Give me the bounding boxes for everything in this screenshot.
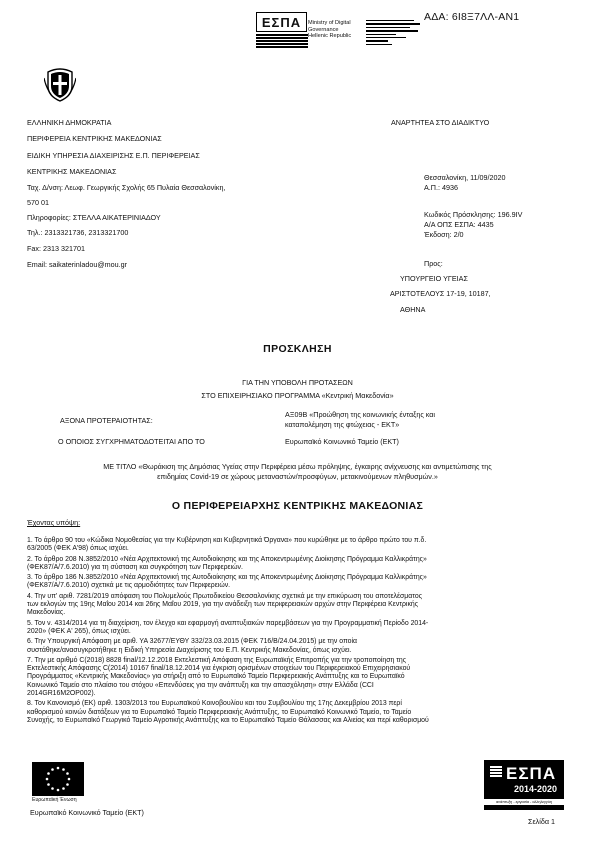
list-item [27, 556, 567, 573]
list-item-line: 3. Το άρθρο 186 Ν.3852/2010 «Νέα Αρχιτεκτονική της Αυτοδιοίκησης και της Αποκεντρωμένης Διοίκησης Πρόγραμμα Καλλικράτης» [27, 574, 427, 582]
subtitle-line: ΓΙΑ ΤΗΝ ΥΠΟΒΟΛΗ ΠΡΟΤΑΣΕΩΝ [242, 378, 353, 387]
espa-2014-2020-logo [484, 760, 564, 810]
recipient-line: ΑΡΙΣΤΟΤΕΛΟΥΣ 17-19, 10187, [390, 289, 491, 298]
ops-number: Α/Α ΟΠΣ ΕΣΠΑ: 4435 [424, 220, 494, 229]
list-item-line: Εκτελεστικής Απόφασης C(2014) 10167 final/18.12.2014 για έγκριση ορισμένων στοιχείων του Περιφερειακού Επιχειρησιακού [27, 665, 411, 673]
ministry-line: Ministry of Digital [308, 20, 351, 26]
page-number: Σελίδα 1 [528, 817, 555, 826]
list-item [27, 620, 567, 637]
sender-contact-person: Πληροφορίες: ΣΤΕΛΛΑ ΑΙΚΑΤΕΡΙΝΙΑΔΟΥ [27, 213, 161, 222]
fund-name: Ευρωπαϊκό Κοινωνικό Ταμείο (ΕΚΤ) [30, 808, 144, 817]
list-item-line: Μακεδονίας. [27, 609, 66, 617]
list-item [27, 593, 567, 618]
list-item [27, 638, 567, 655]
list-item-line: 6. Την Υπουργική Απόφαση με αριθ. ΥΑ 32677/ΕΥΘΥ 332/23.03.2015 (ΦΕΚ 716/Β/24.04.2015) με την οποία [27, 638, 357, 646]
subtitle-line: ΣΤΟ ΕΠΙΧΕΙΡΗΣΙΑΚΟ ΠΡΟΓΡΑΜΜΑ «Κεντρική Μακεδονία» [201, 391, 394, 400]
list-item-line: 1. Το άρθρο 90 του «Κώδικα Νομοθεσίας για την Κυβέρνηση και Κυβερνητικά Όργανα» που κυρώθηκε με το άρθρο πρώτο του π.δ. [27, 537, 427, 544]
list-item-line: (ΦΕΚ87/Α/7.6.2010) για τη σύσταση και συγκρότηση των Περιφερειών. [27, 563, 243, 571]
protocol-number: Α.Π.: 4936 [424, 183, 458, 192]
authority-heading: Ο ΠΕΡΙΦΕΡΕΙΑΡΧΗΣ ΚΕΝΤΡΙΚΗΣ ΜΑΚΕΔΟΝΙΑΣ [171, 500, 424, 512]
list-item-line: (ΦΕΚ87/Α/7.6.2010) σχετικά με τις αρμοδιότητες των Περιφερειών. [27, 582, 231, 590]
call-code: Κωδικός Πρόσκλησης: 196.9ΙV [424, 210, 523, 219]
espa-tagline: ανάπτυξη - εργασία - αλληλεγγύη [484, 799, 564, 805]
sender-line: ΚΕΝΤΡΙΚΗΣ ΜΑΚΕΔΟΝΙΑΣ [27, 167, 117, 176]
considering-list [27, 537, 567, 725]
list-item-line: των εκλογών της 19ης Μαΐου 2014 και 26ης Μαΐου 2019, για την ανάδειξη των περιφερειακών αρχών στην Περιφέρεια Κεντρικής [27, 601, 419, 609]
list-item-line: Συνοχής, το Ευρωπαϊκό Γεωργικό Ταμείο Αγροτικής Ανάπτυξης και το Ευρωπαϊκό Ταμείο Θάλασσας και Αλιείας και περί καθορισμού [27, 716, 429, 724]
sender-line: ΠΕΡΙΦΕΡΕΙΑ ΚΕΝΤΡΙΚΗΣ ΜΑΚΕΔΟΝΙΑΣ [27, 134, 162, 143]
axis-value-line: ΑΞ09Β «Προώθηση της κοινωνικής ένταξης και [285, 410, 436, 419]
theme-line: ΜΕ ΤΙΤΛΟ «Θωράκιση της Δημόσιας Υγείας στην Περιφέρεια μέσω πρόληψης, έγκαιρης ανίχνευσης και αντιμετώπισης της [103, 462, 492, 471]
axis-label: ΑΞΟΝΑ ΠΡΟΤΕΡΑΙΟΤΗΤΑΣ: [60, 416, 153, 425]
recipient-line: ΑΘΗΝΑ [400, 305, 426, 314]
eu-flag-icon [32, 762, 84, 796]
list-item-line: Προγράμματος «Κεντρικής Μακεδονίας» για στήριξη από το Ευρωπαϊκό Ταμείο Περιφερειακής Ανάπτυξης και το Ευρωπαϊκό [27, 673, 405, 681]
funding-label: Ο ΟΠΟΙΟΣ ΣΥΓΧΡΗΜΑΤΟΔΟΤΕΙΤΑΙ ΑΠΟ ΤΟ [58, 437, 205, 446]
espa-logo-stripes [490, 766, 502, 777]
list-item-line: 2020» (ΦΕΚ Α' 265), όπως ισχύει. [27, 627, 131, 635]
list-item-line: 2. Το άρθρο 208 Ν.3852/2010 «Νέα Αρχιτεκτονική της Αυτοδιοίκησης και της Αποκεντρωμένης Διοίκησης Πρόγραμμα Καλλικράτης» [27, 555, 427, 563]
list-item [27, 657, 567, 698]
sender-line: ΕΛΛΗΝΙΚΗ ΔΗΜΟΚΡΑΤΙΑ [27, 118, 112, 127]
recipient-label: Προς: [424, 259, 443, 268]
list-item-line: 7. Την με αριθμό C(2018) 8828 final/12.12.2018 Εκτελεστική Απόφαση της Ευρωπαϊκής Επιτροπής για την τροποποίηση της [27, 656, 407, 664]
document-title: ΠΡΟΣΚΛΗΣΗ [263, 343, 332, 355]
eu-caption: Ευρωπαϊκή Ένωση [32, 797, 77, 803]
ministry-lines [308, 20, 351, 40]
espa-logo-text: ΕΣΠΑ [256, 12, 307, 32]
list-item-line: 5. Τον ν. 4314/2014 για τη διαχείριση, τον έλεγχο και εφαρμογή αναπτυξιακών παρεμβάσεων για την Προγραμματική Περίοδο 2014- [27, 619, 429, 627]
sender-address: Ταχ. Δ/νση: Λεωφ. Γεωργικής Σχολής 65 Πυλαία Θεσσαλονίκη, [27, 183, 226, 192]
theme-line: επιδημίας Covid-19 σε χώρους μεταναστών/προσφύγων, μετακινούμενων πληθυσμών.» [157, 472, 438, 481]
sender-line: ΕΙΔΙΚΗ ΥΠΗΡΕΣΙΑ ΔΙΑΧΕΙΡΙΣΗΣ Ε.Π. ΠΕΡΙΦΕΡΕΙΑΣ [27, 151, 200, 160]
ministry-line: Hellenic Republic [308, 33, 352, 40]
sender-fax: Fax: 2313 321701 [27, 244, 85, 253]
ministry-small-print [366, 20, 422, 45]
recipient-line: ΥΠΟΥΡΓΕΙΟ ΥΓΕΙΑΣ [400, 274, 468, 283]
version: Έκδοση: 2/0 [424, 230, 464, 239]
considering-label: Έχοντας υπόψη: [27, 518, 81, 527]
ministry-line: Governance [308, 26, 339, 33]
list-item-line: συστάθηκε/ανασυγκροτήθηκε η Ειδική Υπηρεσία Διαχείρισης του Ε.Π. Κεντρικής Μακεδονίας, όπως ισχύει. [27, 646, 352, 654]
espa-logo-stripes [256, 34, 308, 48]
list-item [27, 574, 567, 591]
axis-value-line: καταπολέμηση της φτώχειας - ΕΚΤ» [285, 420, 400, 429]
espa-years: 2014-2020 [514, 784, 558, 794]
list-item-line: 8. Τον Κανονισμό (ΕΚ) αριθ. 1303/2013 του Ευρωπαϊκού Κοινοβουλίου και του Συμβουλίου της 17ης Δεκεμβρίου 2013 περί [27, 700, 402, 708]
espa-logo-text: ΕΣΠΑ [506, 764, 557, 783]
list-item-line: 4. Την υπ' αριθ. 7281/2019 απόφαση του Πολυμελούς Πρωτοδικείου Θεσσαλονίκης σχετικά με την επικύρωση του αποτελέσματος [27, 592, 423, 600]
funding-value: Ευρωπαϊκό Κοινωνικό Ταμείο (ΕΚΤ) [285, 437, 399, 446]
publish-note: ΑΝΑΡΤΗΤΕΑ ΣΤΟ ΔΙΑΔΙΚΤΥΟ [391, 118, 490, 127]
sender-email: Email: saikaterinladou@mou.gr [27, 260, 127, 269]
date-line: Θεσσαλονίκη, 11/09/2020 [424, 173, 506, 182]
list-item-line: Κοινωνικό Ταμείο στο πλαίσιο του στόχου «Επενδύσεις για την ανάπτυξη και την απασχόληση» στην Ελλάδα (CCI [27, 681, 374, 689]
ada-code: ΑΔΑ: 6Ι8Ξ7ΛΛ-ΑΝ1 [424, 11, 520, 23]
hellenic-emblem-icon [44, 66, 76, 107]
list-item-line: 63/2005 (ΦΕΚ Α'98) όπως ισχύει. [27, 545, 129, 553]
sender-phone: Τηλ.: 2313321736, 2313321700 [27, 228, 129, 237]
list-item-line: 2014GR16M2OP002). [27, 690, 96, 698]
list-item [27, 537, 567, 554]
list-item [27, 700, 567, 725]
sender-postcode: 570 01 [27, 198, 49, 207]
list-item-line: καθορισμού κοινών διατάξεων για το Ευρωπαϊκό Ταμείο Περιφερειακής Ανάπτυξης, το Ευρωπαϊκό Κοινωνικό Ταμείο, το Ταμείο [27, 708, 412, 716]
espa-top-logo [256, 12, 308, 48]
